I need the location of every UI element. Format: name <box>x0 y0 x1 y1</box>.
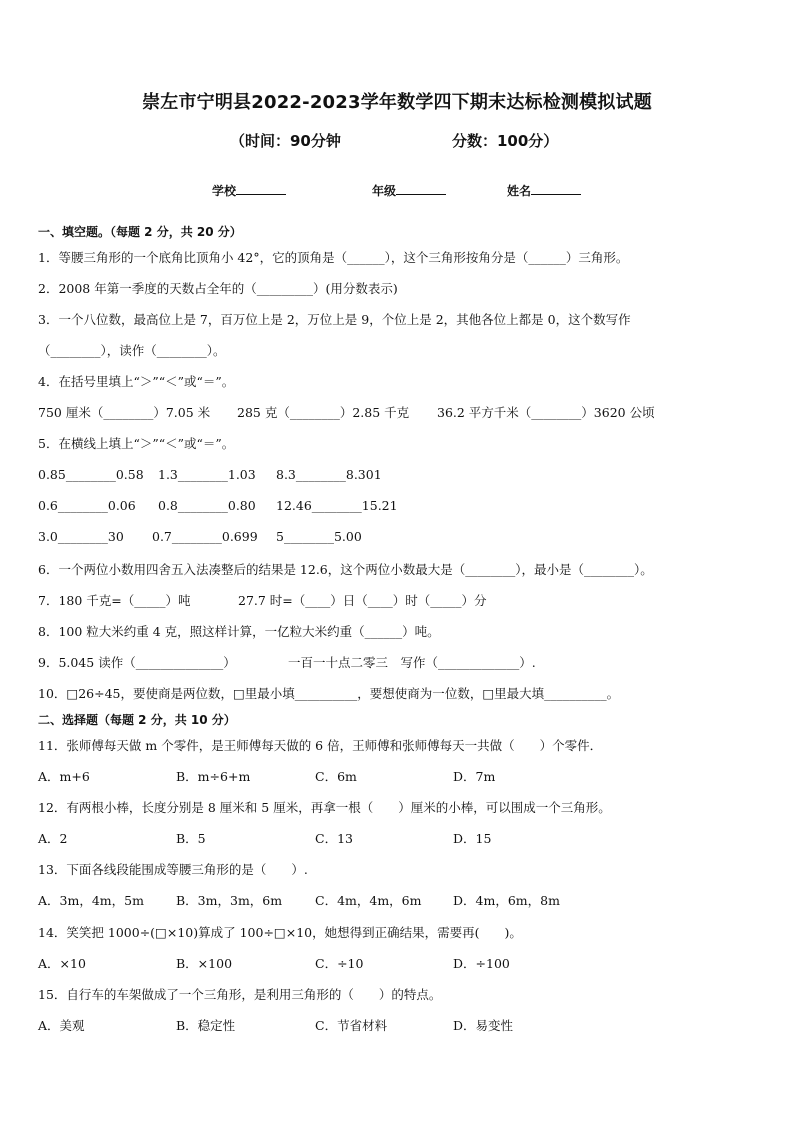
question-12-option-a: A．2 <box>38 831 68 846</box>
question-6: 6．一个两位小数用四舍五入法凑整后的结果是 12.6，这个两位小数最大是（________），最小是（________）。 <box>38 562 653 577</box>
question-15-option-a: A．美观 <box>38 1018 85 1033</box>
question-5: 5．在横线上填上“＞”“＜”或“＝”。 <box>38 436 235 451</box>
name-label: 姓名 <box>507 184 532 198</box>
question-5-row3-a: 3.0________30 <box>38 529 124 544</box>
question-11-option-c: C．6m <box>315 769 357 784</box>
question-2: 2．2008 年第一季度的天数占全年的（_________）(用分数表示) <box>38 281 398 296</box>
question-1: 1．等腰三角形的一个底角比顶角小 42°，它的顶角是（______），这个三角形按角分是（______）三角形。 <box>38 250 629 265</box>
question-11-option-a: A．m+6 <box>38 769 90 784</box>
question-5-row2-a: 0.6________0.06 <box>38 498 136 513</box>
grade-field <box>372 182 446 199</box>
question-4: 4．在括号里填上“＞”“＜”或“＝”。 <box>38 374 235 389</box>
exam-time: （时间：90分钟 <box>230 132 341 150</box>
question-5-row1-b: 1.3________1.03 <box>158 467 256 482</box>
school-field <box>212 182 286 199</box>
question-9-b: 一百一十点二零三 写作（_____________）. <box>288 655 536 670</box>
name-blank <box>531 182 581 195</box>
question-14-option-b: B．×100 <box>176 956 233 971</box>
question-4-item-b: 285 克（________）2.85 千克 <box>237 405 410 420</box>
question-14-option-d: D．÷100 <box>453 956 510 971</box>
question-13: 13．下面各线段能围成等腰三角形的是（ ）. <box>38 862 308 877</box>
question-5-row1-a: 0.85________0.58 <box>38 467 144 482</box>
question-14-option-c: C．÷10 <box>315 956 364 971</box>
question-12: 12．有两根小棒，长度分别是 8 厘米和 5 厘米，再拿一根（ ）厘米的小棒，可以围成一个三角形。 <box>38 800 611 815</box>
exam-score: 分数：100分） <box>452 132 559 150</box>
question-12-option-b: B．5 <box>176 831 206 846</box>
section-choice-heading: 二、选择题（每题 2 分，共 10 分） <box>38 713 236 727</box>
question-14: 14．笑笑把 1000÷(□×10)算成了 100÷□×10，她想得到正确结果，需要再( )。 <box>38 925 522 940</box>
question-11-option-d: D．7m <box>453 769 496 784</box>
grade-blank <box>396 182 446 195</box>
school-label: 学校 <box>212 184 237 198</box>
question-12-option-d: D．15 <box>453 831 492 846</box>
question-9-a: 9．5.045 读作（______________） <box>38 655 236 670</box>
question-15-option-c: C．节省材料 <box>315 1018 388 1033</box>
section-fill-heading: 一、填空题。（每题 2 分，共 20 分） <box>38 225 242 239</box>
name-field <box>507 182 581 199</box>
question-4-item-a: 750 厘米（________）7.05 米 <box>38 405 211 420</box>
school-blank <box>236 182 286 195</box>
question-7-a: 7．180 千克=（_____）吨 <box>38 593 191 608</box>
question-5-row3-b: 0.7________0.699 <box>152 529 258 544</box>
question-8: 8．100 粒大米约重 4 克，照这样计算，一亿粒大米约重（______）吨。 <box>38 624 440 639</box>
question-10: 10．□26÷45，要使商是两位数，□里最小填__________，要想使商为一位数，□里最大填__________。 <box>38 686 620 701</box>
question-3-line1: 3．一个八位数，最高位上是 7，百万位上是 2，万位上是 9，个位上是 2，其他各位上都是 0，这个数写作 <box>38 312 631 327</box>
question-15: 15．自行车的车架做成了一个三角形，是利用三角形的（ ）的特点。 <box>38 987 442 1002</box>
question-3-line2: （________），读作（________）。 <box>38 343 226 358</box>
question-5-row1-c: 8.3________8.301 <box>276 467 382 482</box>
question-12-option-c: C．13 <box>315 831 353 846</box>
question-15-option-b: B．稳定性 <box>176 1018 236 1033</box>
question-11-option-b: B．m÷6+m <box>176 769 251 784</box>
question-13-option-c: C．4m，4m，6m <box>315 893 422 908</box>
question-5-row2-c: 12.46________15.21 <box>276 498 398 513</box>
question-11: 11．张师傅每天做 m 个零件，是王师傅每天做的 6 倍，王师傅和张师傅每天一共做（ ）个零件． <box>38 738 603 753</box>
question-13-option-b: B．3m，3m，6m <box>176 893 283 908</box>
question-14-option-a: A．×10 <box>38 956 86 971</box>
question-13-option-d: D．4m，6m，8m <box>453 893 560 908</box>
question-7-b: 27.7 时=（____）日（____）时（_____）分 <box>238 593 487 608</box>
question-15-option-d: D．易变性 <box>453 1018 514 1033</box>
question-5-row3-c: 5________5.00 <box>276 529 362 544</box>
page-title: 崇左市宁明县2022-2023学年数学四下期末达标检测模拟试题 <box>142 92 652 113</box>
question-13-option-a: A．3m，4m，5m <box>38 893 144 908</box>
question-4-item-c: 36.2 平方千米（________）3620 公顷 <box>437 405 655 420</box>
grade-label: 年级 <box>372 184 397 198</box>
question-5-row2-b: 0.8________0.80 <box>158 498 256 513</box>
